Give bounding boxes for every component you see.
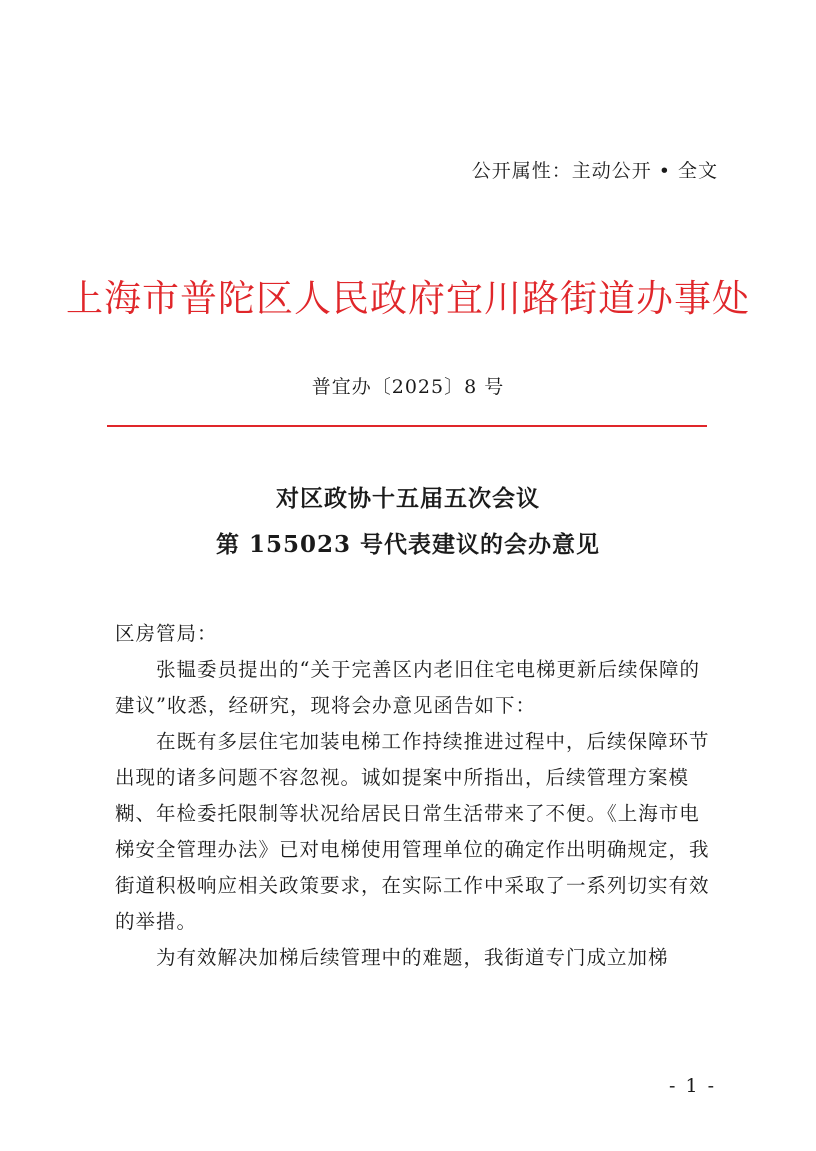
document-title-line-1: 对区政协十五届五次会议 (276, 485, 540, 512)
red-divider-line (107, 425, 707, 427)
document-number: 普宜办〔2025〕8 号 (311, 376, 505, 398)
page-number: - 1 - (668, 1075, 716, 1097)
document-body (115, 616, 715, 976)
body-paragraph-1: 张韫委员提出的“关于完善区内老旧住宅电梯更新后续保障的建议”收悉，经研究，现将会办意见函告如下： (115, 658, 700, 717)
body-paragraph-3: 为有效解决加梯后续管理中的难题，我街道专门成立加梯 (156, 946, 669, 969)
document-title-line-2: 第 155023 号代表建议的会办意见 (215, 531, 601, 558)
salutation: 区房管局： (115, 622, 218, 645)
disclosure-label: 公开属性：主动公开 • 全文 (471, 160, 718, 182)
organization-letterhead: 上海市普陀区人民政府宜川路街道办事处 (66, 277, 750, 320)
body-paragraph-2: 在既有多层住宅加装电梯工作持续推进过程中，后续保障环节出现的诸多问题不容忽视。诚如提案中所指出，后续管理方案模糊、年检委托限制等状况给居民日常生活带来了不便。《上海市电梯安全管理办法》已对电梯使用管理单位的确定作出明确规定，我街道积极响应相关政策要求，在实际工作中采取了一系列切实有效的举措。 (115, 730, 710, 933)
